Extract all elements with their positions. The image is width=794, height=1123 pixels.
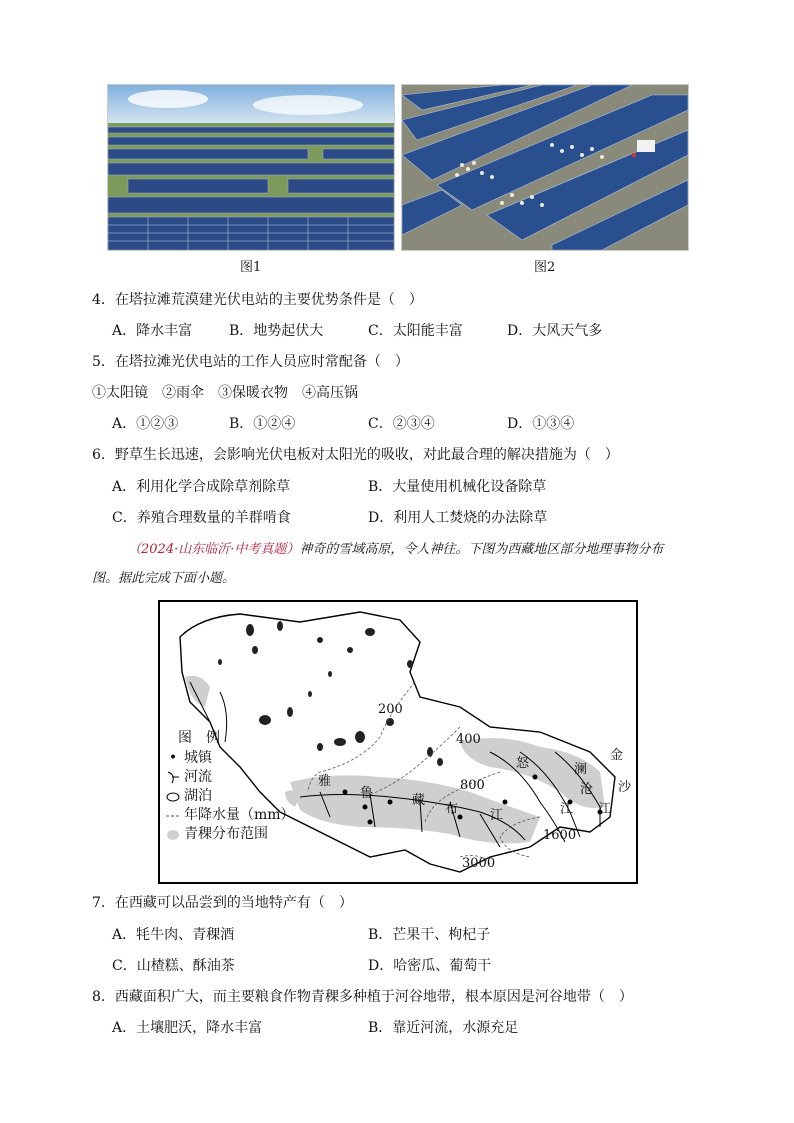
- river-label-lancang-jiang: 江: [560, 802, 574, 817]
- q5-option-c[interactable]: C．②③④: [368, 416, 435, 432]
- passage-text-1: 神奇的雪域高原，令人神往。下图为西藏地区部分地理事物分布: [299, 542, 664, 557]
- figure-1-caption: 图1: [240, 260, 262, 275]
- legend-title: 图 例: [178, 730, 220, 746]
- question-5-stem: 5．在塔拉滩光伏电站的工作人员应时常配备（ ）: [92, 354, 409, 370]
- q4-option-a[interactable]: A．降水丰富: [112, 323, 193, 339]
- map-legend: [166, 728, 295, 843]
- question-8-stem: 8．西藏面积广大，而主要粮食作物青稞多种植于河谷地带，根本原因是河谷地带（ ）: [92, 989, 633, 1005]
- isohyet-label-400: 400: [456, 732, 481, 747]
- isohyet-label-800: 800: [460, 778, 485, 793]
- q5-option-b[interactable]: B．①②④: [229, 416, 296, 432]
- barley-area-icon: [166, 827, 180, 841]
- river-label-jiang: 江: [490, 808, 504, 823]
- river-label-bu: 布: [445, 802, 459, 817]
- q7-option-a[interactable]: A．牦牛肉、青稞酒: [112, 927, 235, 943]
- figure-2-caption: 图2: [534, 260, 556, 275]
- passage-text-2: 图。据此完成下面小题。: [92, 571, 236, 586]
- river-label-sha: 沙: [618, 780, 632, 795]
- q7-option-c[interactable]: C．山楂糕、酥油茶: [112, 958, 235, 974]
- q5-option-d[interactable]: D．①③④: [507, 416, 575, 432]
- river-label-lan: 澜: [574, 762, 588, 777]
- river-label-lu: 鲁: [360, 786, 374, 801]
- legend-town: • 城镇: [166, 748, 295, 767]
- q6-option-c[interactable]: C．养殖合理数量的羊群啃食: [112, 510, 291, 526]
- legend-isohyet: 年降水量（mm）: [166, 805, 295, 824]
- q4-option-b[interactable]: B．地势起伏大: [229, 323, 324, 339]
- question-6-stem: 6．野草生长迅速，会影响光伏电板对太阳光的吸收，对此最合理的解决措施为（ ）: [92, 447, 619, 463]
- river-label-jinsha-jiang: 江: [598, 802, 612, 817]
- river-label-nu: 怒: [516, 756, 530, 771]
- river-label-zang: 藏: [412, 793, 426, 808]
- river-label-jin: 金: [610, 748, 624, 763]
- q4-option-c[interactable]: C．太阳能丰富: [368, 323, 463, 339]
- town-dot-icon: •: [168, 749, 178, 766]
- q6-option-b[interactable]: B．大量使用机械化设备除草: [368, 479, 547, 495]
- q7-option-d[interactable]: D．哈密瓜、葡萄干: [368, 958, 492, 974]
- legend-lake: 湖泊: [166, 786, 295, 805]
- q8-option-b[interactable]: B．靠近河流，水源充足: [368, 1020, 519, 1036]
- passage-source: （2024·山东临沂·中考真题）: [128, 542, 300, 557]
- solar-sheep-image: [402, 85, 688, 250]
- river-symbol-icon: [166, 770, 180, 784]
- legend-barley: 青稞分布范围: [166, 824, 295, 843]
- isohyet-line-icon: [166, 808, 180, 822]
- question-7-stem: 7．在西藏可以品尝到的当地特产有（ ）: [92, 895, 353, 911]
- isohyet-label-200: 200: [378, 702, 403, 717]
- isohyet-label-3000: 3000: [462, 856, 496, 871]
- figure-2-photo: [401, 84, 689, 251]
- lake-symbol-icon: [166, 789, 180, 803]
- question-4-stem: 4．在塔拉滩荒漠建光伏电站的主要优势条件是（ ）: [92, 292, 423, 308]
- isohyet-label-1600: 1600: [543, 828, 577, 843]
- q5-option-a[interactable]: A．①②③: [112, 416, 179, 432]
- question-5-items: ①太阳镜 ②雨伞 ③保暖衣物 ④高压锅: [92, 385, 358, 401]
- q6-option-d[interactable]: D．利用人工焚烧的办法除草: [368, 510, 548, 526]
- river-label-ya: 雅: [318, 774, 332, 789]
- q8-option-a[interactable]: A．土壤肥沃，降水丰富: [112, 1020, 263, 1036]
- q4-option-d[interactable]: D．大风天气多: [507, 323, 603, 339]
- passage-intro-line1: [128, 540, 663, 560]
- figure-1-photo: [107, 84, 395, 251]
- legend-river: 河流: [166, 767, 295, 786]
- q7-option-b[interactable]: B．芒果干、枸杞子: [368, 927, 491, 943]
- solar-field-image: [108, 85, 394, 250]
- tibet-map: [158, 600, 638, 884]
- q6-option-a[interactable]: A．利用化学合成除草剂除草: [112, 479, 291, 495]
- river-label-cang: 沧: [580, 782, 594, 797]
